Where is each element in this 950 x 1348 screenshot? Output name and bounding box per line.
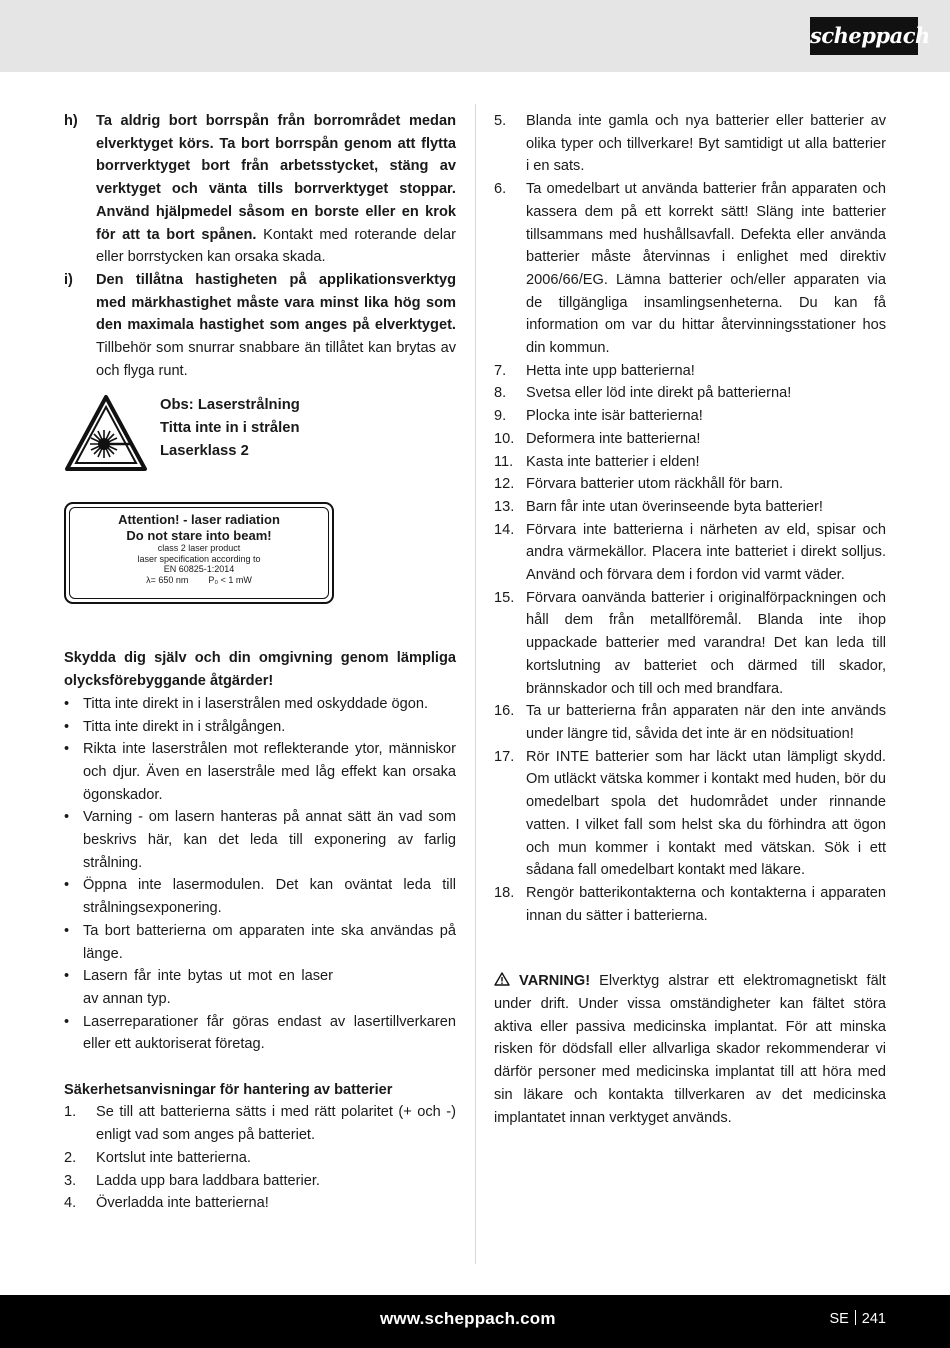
scheppach-logo: scheppach bbox=[810, 17, 918, 55]
page-separator bbox=[855, 1310, 856, 1325]
list-item: 18. Rengör batterikontakterna och kontakterna i apparaten innan du sätter i batterierna. bbox=[494, 884, 886, 924]
emf-warning-label: VARNING! bbox=[519, 973, 591, 990]
bullet-marker: • bbox=[64, 968, 70, 985]
laser-label-power: P₀ < 1 mW bbox=[208, 574, 252, 585]
list-item: • Ta bort batterierna om apparaten inte ska användas på länge. bbox=[64, 920, 456, 965]
laser-label-spec: laser specification according to bbox=[137, 553, 261, 564]
laser-label-attention: Attention! - laser radiation bbox=[118, 512, 280, 528]
battery-list-right bbox=[494, 110, 886, 927]
list-item: 11. Kasta inte batterier i elden! bbox=[494, 453, 700, 470]
list-item: 15. Förvara oanvända batterier i originalförpackningen och håll dem från metallföremål. Blanda inte ihop uppackade batterier med varandra! Det kan leda till kortslutning av batteriet och därmed till skador, brännskador och till och med brandfara. bbox=[494, 589, 886, 697]
protect-heading: Skydda dig själv och din omgivning genom lämpliga olycksförebyggande åtgärder! bbox=[64, 650, 456, 690]
list-item: • Öppna inte lasermodulen. Det kan oväntat leda till strålningsexponering. bbox=[64, 874, 456, 919]
emf-warning bbox=[494, 970, 886, 1129]
list-item: 1. Se till att batterierna sätts i med rätt polaritet (+ och -) enligt vad som anges på batteriet. bbox=[64, 1104, 456, 1144]
laser-warning-line3: Laserklass 2 bbox=[160, 443, 249, 460]
battery-heading: Säkerhetsanvisningar för hantering av batterier bbox=[64, 1081, 393, 1098]
list-item: 13. Barn får inte utan överinseende byta batterier! bbox=[494, 498, 823, 515]
list-item: • Titta inte direkt in i laserstrålen med oskyddade ögon. bbox=[64, 693, 456, 716]
bullet-marker: • bbox=[64, 922, 70, 939]
page-number: 241 bbox=[861, 1311, 886, 1327]
instruction-i-text: Tillbehör som snurrar snabbare än tillåtet kan brytas av och flyga runt. bbox=[96, 340, 456, 379]
list-item: • Rikta inte laserstrålen mot reflekterande ytor, människor och djur. Även en laserstråle med låg effekt kan orsaka ögonskador. bbox=[64, 738, 456, 806]
laser-hazard-icon bbox=[64, 394, 148, 472]
laser-label-class: class 2 laser product bbox=[157, 543, 241, 554]
column-divider bbox=[475, 104, 476, 1264]
list-item: 14. Förvara inte batterierna i närheten av eld, spisar och andra värmekällor. Placera inte batteriet i direkt solljus. Använd och förvara dem i fordon vid varmt väder. bbox=[494, 521, 886, 584]
list-item: 2. Kortslut inte batterierna. bbox=[64, 1149, 251, 1166]
laser-warning-line2: Titta inte in i strålen bbox=[160, 420, 300, 437]
bullet-marker: • bbox=[64, 1013, 70, 1030]
page-indicator bbox=[829, 1310, 886, 1327]
laser-label-do-not-stare: Do not stare into beam! bbox=[126, 527, 272, 543]
list-item: 8. Svetsa eller löd inte direkt på batterierna! bbox=[494, 385, 792, 402]
list-item: 7. Hetta inte upp batterierna! bbox=[494, 362, 695, 379]
laser-warning bbox=[64, 394, 456, 480]
laser-safety-bullets bbox=[64, 693, 456, 1056]
top-bar bbox=[0, 0, 950, 72]
instruction-h-text: Kontakt med roterande delar eller borrstycken kan orsaka skada. bbox=[96, 226, 456, 266]
bullet-marker: • bbox=[64, 809, 70, 826]
emf-warning-text: Elverktyg alstrar ett elektromagnetiskt fält under drift. Under vissa omständigheter kan fältet störa aktiva eller passiva medicinska implantat. För att minska risken för dödsfall eller allvarliga skador rekommenderar vi därför personer med medicinska implantat till att höra med sin läkare och kontakta tillverkaren av det medicinska implantatet innan verktyget används. bbox=[494, 973, 886, 1126]
item-label: h) bbox=[64, 113, 78, 129]
bullet-marker: • bbox=[64, 718, 70, 735]
instruction-h-bold: Ta aldrig bort borrspån från borrområdet medan elverktyget körs. Ta bort borrspån genom att flytta borrverktyget bort från arbetsstycket, stäng av verktyget och vänta tills borrverktyget stoppar. Använd hjälpmedel såsom en borste eller en krok för att ta bort spånen. bbox=[96, 113, 456, 243]
footer-url[interactable]: www.scheppach.com bbox=[380, 1309, 556, 1328]
instruction-i-bold: Den tillåtna hastigheten på applikationsverktyg med märkhastighet måste vara minst lika hög som den maximala hastighet som anges på elverktyget. bbox=[96, 271, 456, 334]
list-item: 16. Ta ur batterierna från apparaten när den inte används under längre tid, såvida det inte är en nödsituation! bbox=[494, 703, 886, 742]
left-column bbox=[64, 110, 456, 1215]
laser-class-label bbox=[64, 502, 334, 604]
laser-warning-line1: Obs: Laserstrålning bbox=[160, 397, 300, 414]
bullet-marker: • bbox=[64, 741, 70, 758]
list-item: 5. Blanda inte gamla och nya batterier eller batterier av olika typer och tillverkare! Byt samtidigt ut alla batterier i en sats. bbox=[494, 113, 886, 175]
list-item: • Laserreparationer får göras endast av lasertillverkaren eller ett auktoriserat företag. bbox=[64, 1011, 456, 1056]
list-item: 12. Förvara batterier utom räckhåll för barn. bbox=[494, 476, 784, 493]
list-item: • Lasern får inte bytas ut mot en laser av annan typ. bbox=[64, 965, 456, 1010]
right-column bbox=[494, 110, 886, 1129]
laser-label-wavelength: λ= 650 nm bbox=[146, 574, 189, 585]
list-item: 9. Plocka inte isär batterierna! bbox=[494, 408, 703, 425]
language-code: SE bbox=[829, 1311, 849, 1327]
bullet-marker: • bbox=[64, 877, 70, 894]
bullet-marker: • bbox=[64, 695, 70, 712]
instruction-i bbox=[64, 269, 456, 383]
list-item: 6. Ta omedelbart ut använda batterier från apparaten och kassera dem på ett korrekt sätt! Släng inte batterier tillsammans med hushållsavfall. Defekta eller använda batterier måste återvinnas i enlighet med direktiv 2006/66/EG. Lämna batterier och/eller apparaten via de tillgängliga insamlingsenheterna. Du kan få information om var du hittar återvinningsstationer hos din kommun. bbox=[494, 181, 886, 357]
list-item: 4. Överladda inte batterierna! bbox=[64, 1195, 269, 1212]
laser-label-standard: EN 60825-1:2014 bbox=[163, 564, 235, 575]
list-item: • Titta inte direkt in i strålgången. bbox=[64, 716, 456, 739]
warning-triangle-icon bbox=[494, 972, 510, 986]
footer bbox=[0, 1295, 950, 1348]
battery-list-left bbox=[64, 1101, 456, 1215]
list-item: • Varning - om lasern hanteras på annat sätt än vad som beskrivs här, kan det leda till exponering av farlig strålning. bbox=[64, 806, 456, 874]
item-label: i) bbox=[64, 271, 73, 288]
instruction-h bbox=[64, 110, 456, 269]
list-item: 17. Rör INTE batterier som har läckt utan lämpligt skydd. Om utläckt vätska kommer i kontakt med huden, bör du omedelbart spola det hudområdet under rinnande vatten. I vilket fall som helst ska du förhindra att ögon och mun kommer i kontakt med vätskan. Sök i ett sådana fall omedelbart kontakt med läkare. bbox=[494, 748, 886, 879]
list-item: 10. Deformera inte batterierna! bbox=[494, 430, 701, 447]
list-item: 3. Ladda upp bara laddbara batterier. bbox=[64, 1172, 320, 1189]
